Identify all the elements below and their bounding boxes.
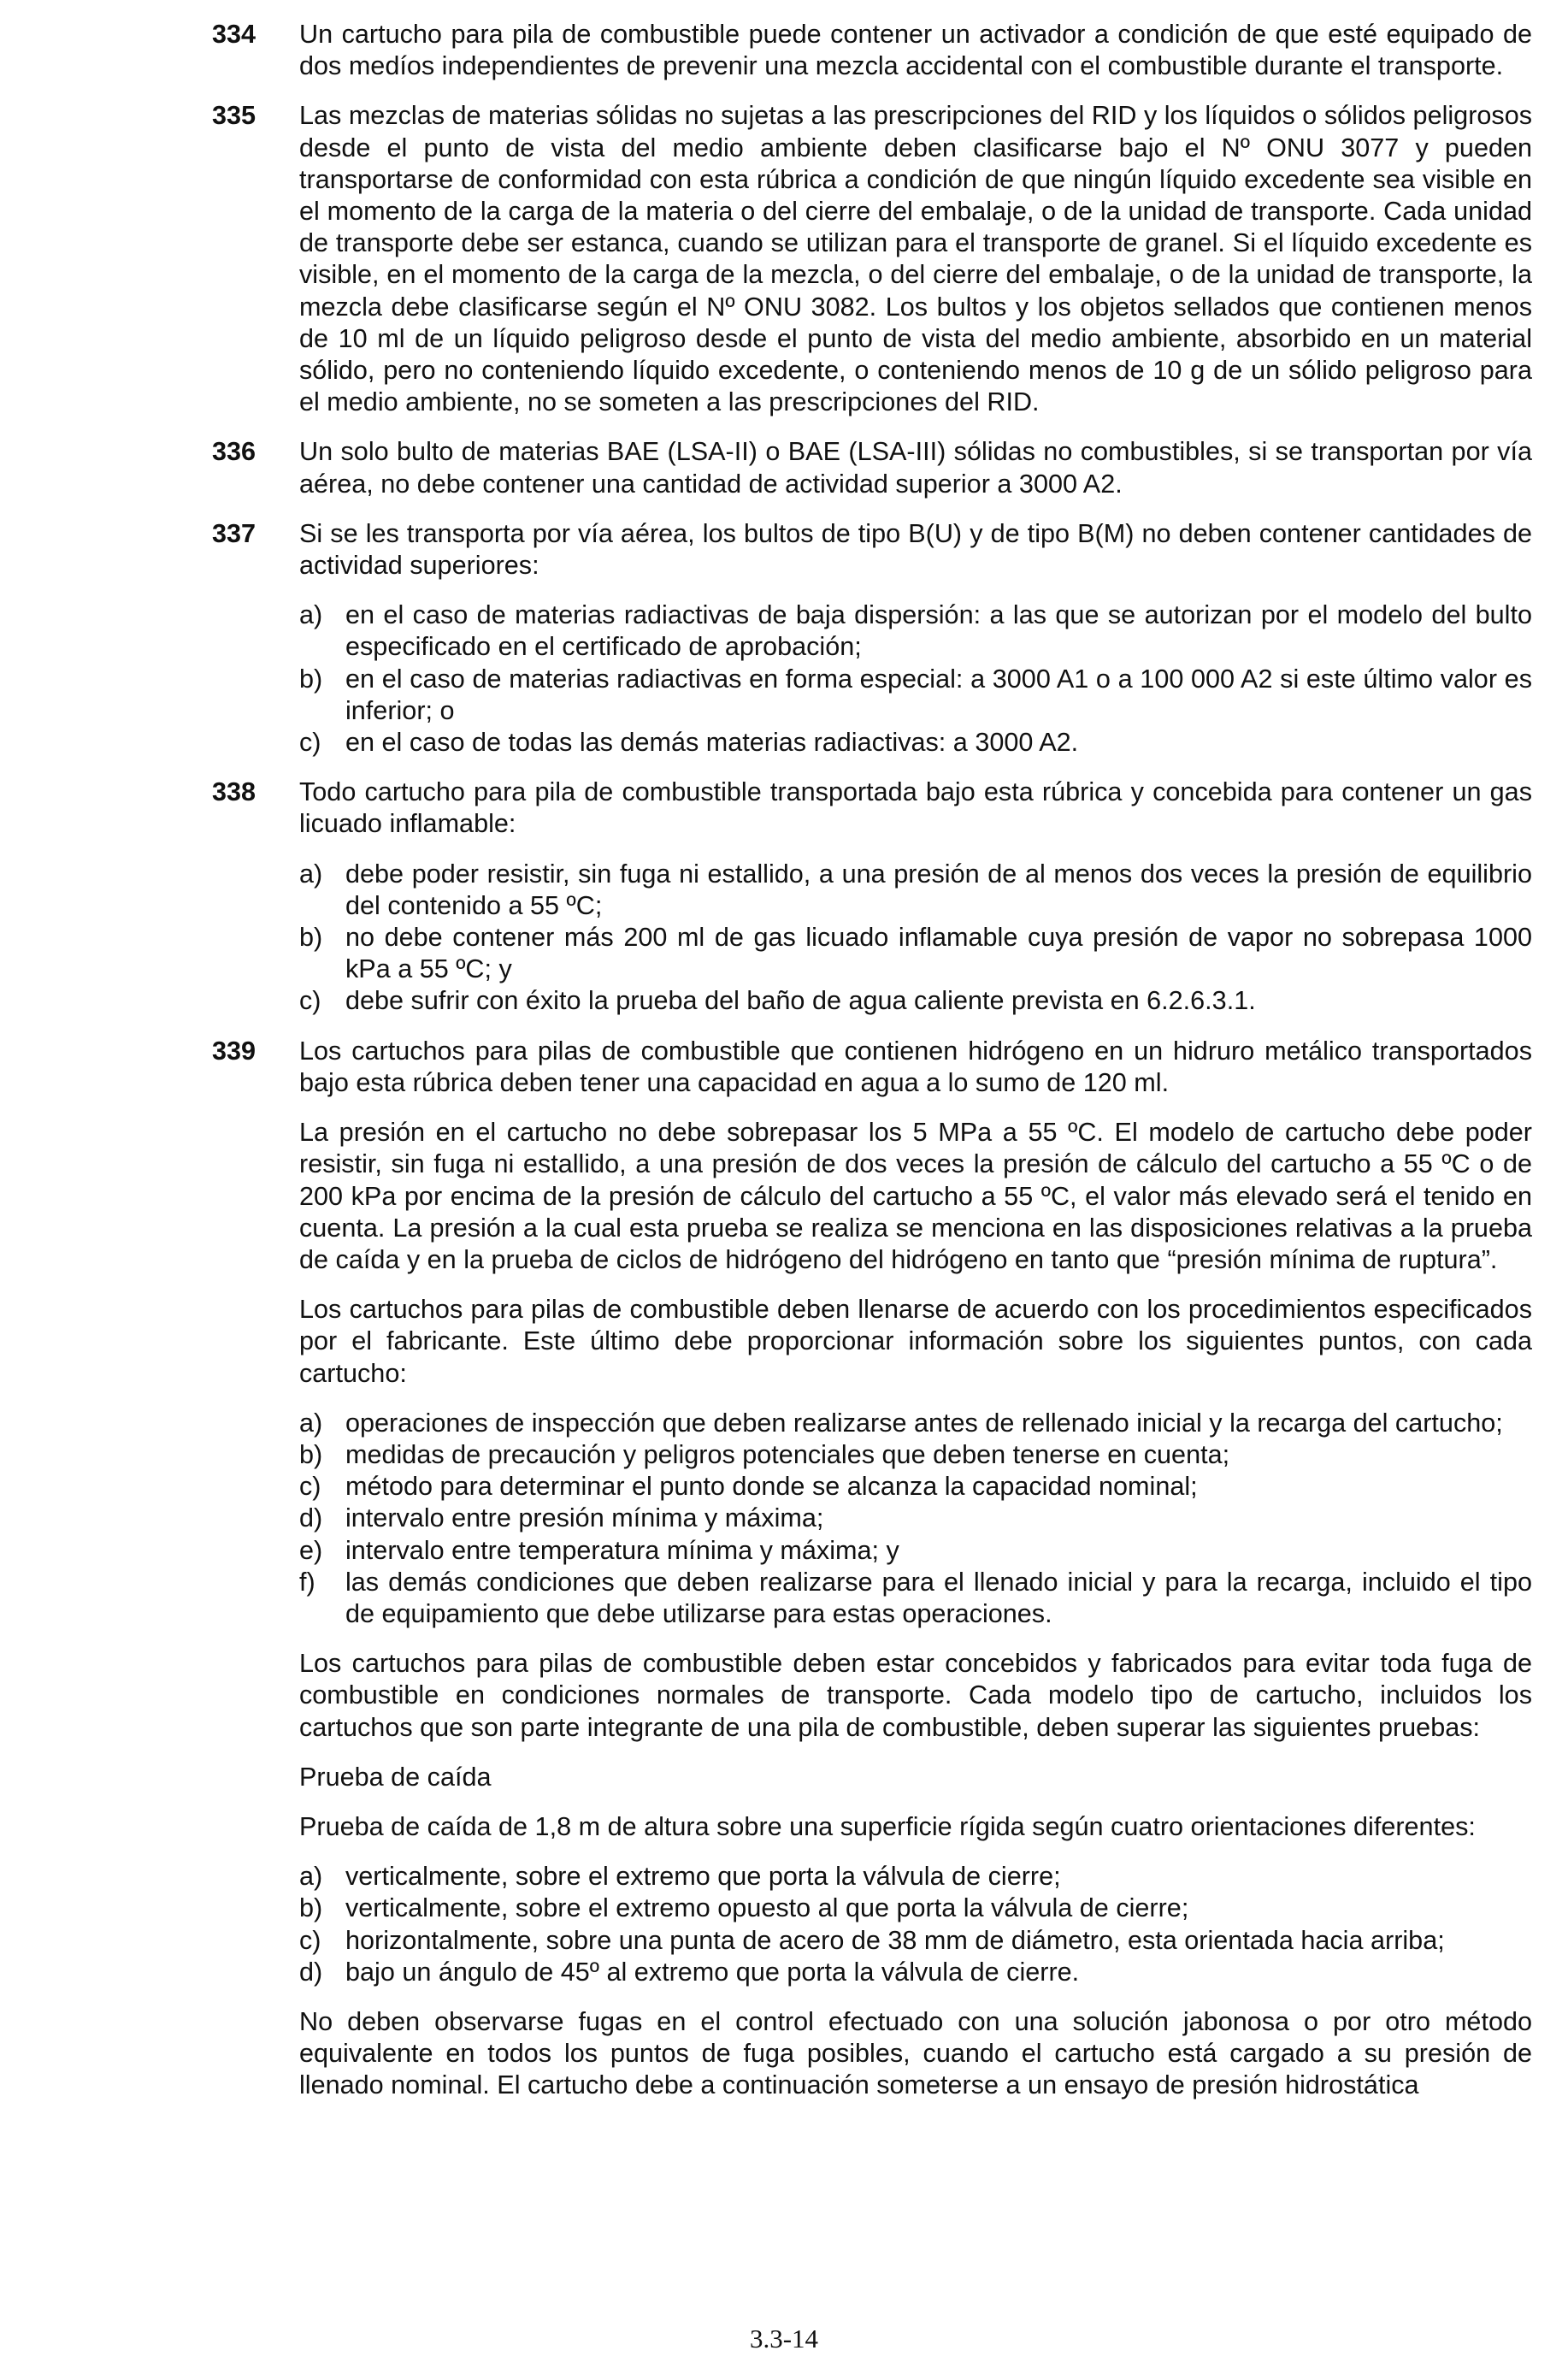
list-item-label: b)	[299, 1893, 323, 1923]
list-item	[299, 1439, 1532, 1471]
list-item-label: f)	[299, 1567, 315, 1597]
provision-334	[212, 19, 1532, 82]
document-body	[212, 19, 1532, 2120]
list-item	[299, 1957, 1532, 1988]
list-item-label: c)	[299, 728, 321, 758]
paragraph: Los cartuchos para pilas de combustible que contienen hidrógeno en un hidruro metálico transportados bajo esta rúbrica deben tener una capacidad en agua a lo sumo de 120 ml.	[299, 1036, 1532, 1097]
list-item-text: verticalmente, sobre el extremo opuesto al que porta la válvula de cierre;	[345, 1893, 1189, 1923]
list-item	[299, 922, 1532, 985]
list-item	[299, 1503, 1532, 1534]
list-item	[299, 985, 1532, 1017]
list-item-label: b)	[299, 664, 323, 694]
provision-text	[299, 518, 1532, 759]
paragraph: Los cartuchos para pilas de combustible deben llenarse de acuerdo con los procedimientos especificados por el fabricante. Este último debe proporcionar información sobre los siguientes puntos, con cada cartucho:	[299, 1295, 1532, 1388]
list-item-label: c)	[299, 986, 321, 1016]
list-item-label: b)	[299, 1439, 323, 1469]
list-item-label: a)	[299, 859, 323, 889]
list-item	[299, 1893, 1532, 1924]
list-item	[299, 1567, 1532, 1630]
list-item	[299, 1471, 1532, 1503]
provision-number: 335	[212, 101, 256, 131]
list-item-text: debe sufrir con éxito la prueba del baño de agua caliente prevista en 6.2.6.3.1.	[345, 986, 1256, 1016]
list-item-text: en el caso de materias radiactivas en forma especial: a 3000 A1 o a 100 000 A2 si este último valor es inferior; o	[345, 664, 1532, 725]
paragraph: Los cartuchos para pilas de combustible deben estar concebidos y fabricados para evitar toda fuga de combustible en condiciones normales de transporte. Cada modelo tipo de cartucho, incluidos los cartuchos que son parte integrante de una pila de combustible, deben superar las siguientes pruebas:	[299, 1649, 1532, 1742]
provision-339	[212, 1036, 1532, 2102]
list-item-text: no debe contener más 200 ml de gas licuado inflamable cuya presión de vapor no sobrepasa 1000 kPa a 55 ºC; y	[345, 923, 1532, 984]
list-item-label: d)	[299, 1503, 323, 1533]
lettered-list	[299, 1861, 1532, 1988]
list-item	[299, 1535, 1532, 1567]
list-item	[299, 1861, 1532, 1893]
list-item-label: a)	[299, 600, 323, 630]
list-item-label: d)	[299, 1957, 323, 1987]
provision-text	[299, 100, 1532, 418]
paragraph: Todo cartucho para pila de combustible transportada bajo esta rúbrica y concebida para contener un gas licuado inflamable:	[299, 777, 1532, 839]
paragraph: Si se les transporta por vía aérea, los bultos de tipo B(U) y de tipo B(M) no deben contener cantidades de actividad superiores:	[299, 518, 1532, 581]
page-number: 3.3-14	[749, 2324, 819, 2353]
paragraph: La presión en el cartucho no debe sobrepasar los 5 MPa a 55 ºC. El modelo de cartucho debe poder resistir, sin fuga ni estallido, a una presión de dos veces la presión de cálculo del cartucho a 55 ºC o de 200 kPa por encima de la presión de cálculo del cartucho a 55 ºC, el valor más elevado será el tenido en cuenta. La presión a la cual esta prueba se realiza se menciona en las disposiciones relativas a la prueba de caída y en la prueba de ciclos de hidrógeno del hidrógeno en tanto que “presión mínima de ruptura”.	[299, 1118, 1532, 1274]
subheading: Prueba de caída	[299, 1762, 492, 1792]
paragraph: No deben observarse fugas en el control efectuado con una solución jabonosa o por otro método equivalente en todos los puntos de fuga posibles, cuando el cartucho está cargado a su presión de llenado nominal. El cartucho debe a continuación someterse a un ensayo de presión hidrostática	[299, 2006, 1532, 2100]
paragraph: Un solo bulto de materias BAE (LSA-II) o BAE (LSA-III) sólidas no combustibles, si se transportan por vía aérea, no debe contener una cantidad de actividad superior a 3000 A2.	[299, 437, 1532, 499]
list-item-text: verticalmente, sobre el extremo que porta la válvula de cierre;	[345, 1862, 1061, 1892]
list-item-label: a)	[299, 1862, 323, 1892]
provision-number: 339	[212, 1036, 256, 1066]
provision-text	[299, 1036, 1532, 2102]
provision-text	[299, 436, 1532, 499]
list-item-label: c)	[299, 1925, 321, 1955]
list-item-text: horizontalmente, sobre una punta de acero de 38 mm de diámetro, esta orientada hacia arriba;	[345, 1925, 1445, 1955]
list-item-text: en el caso de materias radiactivas de baja dispersión: a las que se autorizan por el modelo del bulto especificado en el certificado de aprobación;	[345, 600, 1532, 662]
list-item-text: medidas de precaución y peligros potenciales que deben tenerse en cuenta;	[345, 1439, 1230, 1469]
list-item	[299, 727, 1532, 759]
provision-number: 338	[212, 777, 256, 807]
list-item	[299, 1408, 1532, 1439]
paragraph: Un cartucho para pila de combustible puede contener un activador a condición de que esté equipado de dos medíos independientes de prevenir una mezcla accidental con el combustible durante el transporte.	[299, 20, 1532, 81]
list-item-text: las demás condiciones que deben realizarse para el llenado inicial y para la recarga, incluido el tipo de equipamiento que debe utilizarse para estas operaciones.	[345, 1567, 1532, 1628]
paragraph: Las mezclas de materias sólidas no sujetas a las prescripciones del RID y los líquidos o sólidos peligrosos desde el punto de vista del medio ambiente deben clasificarse bajo el Nº ONU 3077 y pueden transportarse de conformidad con esta rúbrica a condición de que ningún líquido excedente sea visible en el momento de la carga de la materia o del cierre del embalaje, o de la unidad de transporte. Cada unidad de transporte debe ser estanca, cuando se utilizan para el transporte de granel. Si el líquido excedente es visible, en el momento de la carga de la mezcla, o del cierre del embalaje, o de la unidad de transporte, la mezcla debe clasificarse según el Nº ONU 3082. Los bultos y los objetos sellados que contienen menos de 10 ml de un líquido peligroso desde el punto de vista del medio ambiente, absorbido en un material sólido, pero no conteniendo líquido excedente, o conteniendo menos de 10 g de un sólido peligroso para el medio ambiente, no se someten a las prescripciones del RID.	[299, 101, 1532, 417]
provision-number: 337	[212, 518, 256, 548]
provision-337	[212, 518, 1532, 759]
list-item-text: en el caso de todas las demás materias radiactivas: a 3000 A2.	[345, 728, 1079, 758]
list-item-label: a)	[299, 1408, 323, 1438]
lettered-list	[299, 599, 1532, 759]
list-item-text: operaciones de inspección que deben realizarse antes de rellenado inicial y la recarga del cartucho;	[345, 1408, 1503, 1438]
list-item-text: bajo un ángulo de 45º al extremo que porta la válvula de cierre.	[345, 1957, 1080, 1987]
list-item-text: debe poder resistir, sin fuga ni estallido, a una presión de al menos dos veces la presión de equilibrio del contenido a 55 ºC;	[345, 859, 1532, 920]
list-item-text: intervalo entre temperatura mínima y máxima; y	[345, 1535, 899, 1565]
lettered-list	[299, 859, 1532, 1018]
paragraph: Prueba de caída de 1,8 m de altura sobre una superficie rígida según cuatro orientaciones diferentes:	[299, 1811, 1476, 1841]
provision-number: 334	[212, 20, 256, 49]
list-item	[299, 1925, 1532, 1957]
provision-338	[212, 777, 1532, 1017]
provision-text	[299, 19, 1532, 82]
lettered-list	[299, 1408, 1532, 1630]
list-item-label: e)	[299, 1535, 323, 1565]
list-item	[299, 599, 1532, 663]
provision-335	[212, 100, 1532, 418]
provision-text	[299, 777, 1532, 1017]
provision-number: 336	[212, 437, 256, 467]
list-item	[299, 664, 1532, 727]
list-item-label: c)	[299, 1472, 321, 1502]
provision-336	[212, 436, 1532, 499]
list-item-label: b)	[299, 923, 323, 953]
list-item-text: método para determinar el punto donde se alcanza la capacidad nominal;	[345, 1472, 1198, 1502]
list-item	[299, 859, 1532, 922]
list-item-text: intervalo entre presión mínima y máxima;	[345, 1503, 824, 1533]
